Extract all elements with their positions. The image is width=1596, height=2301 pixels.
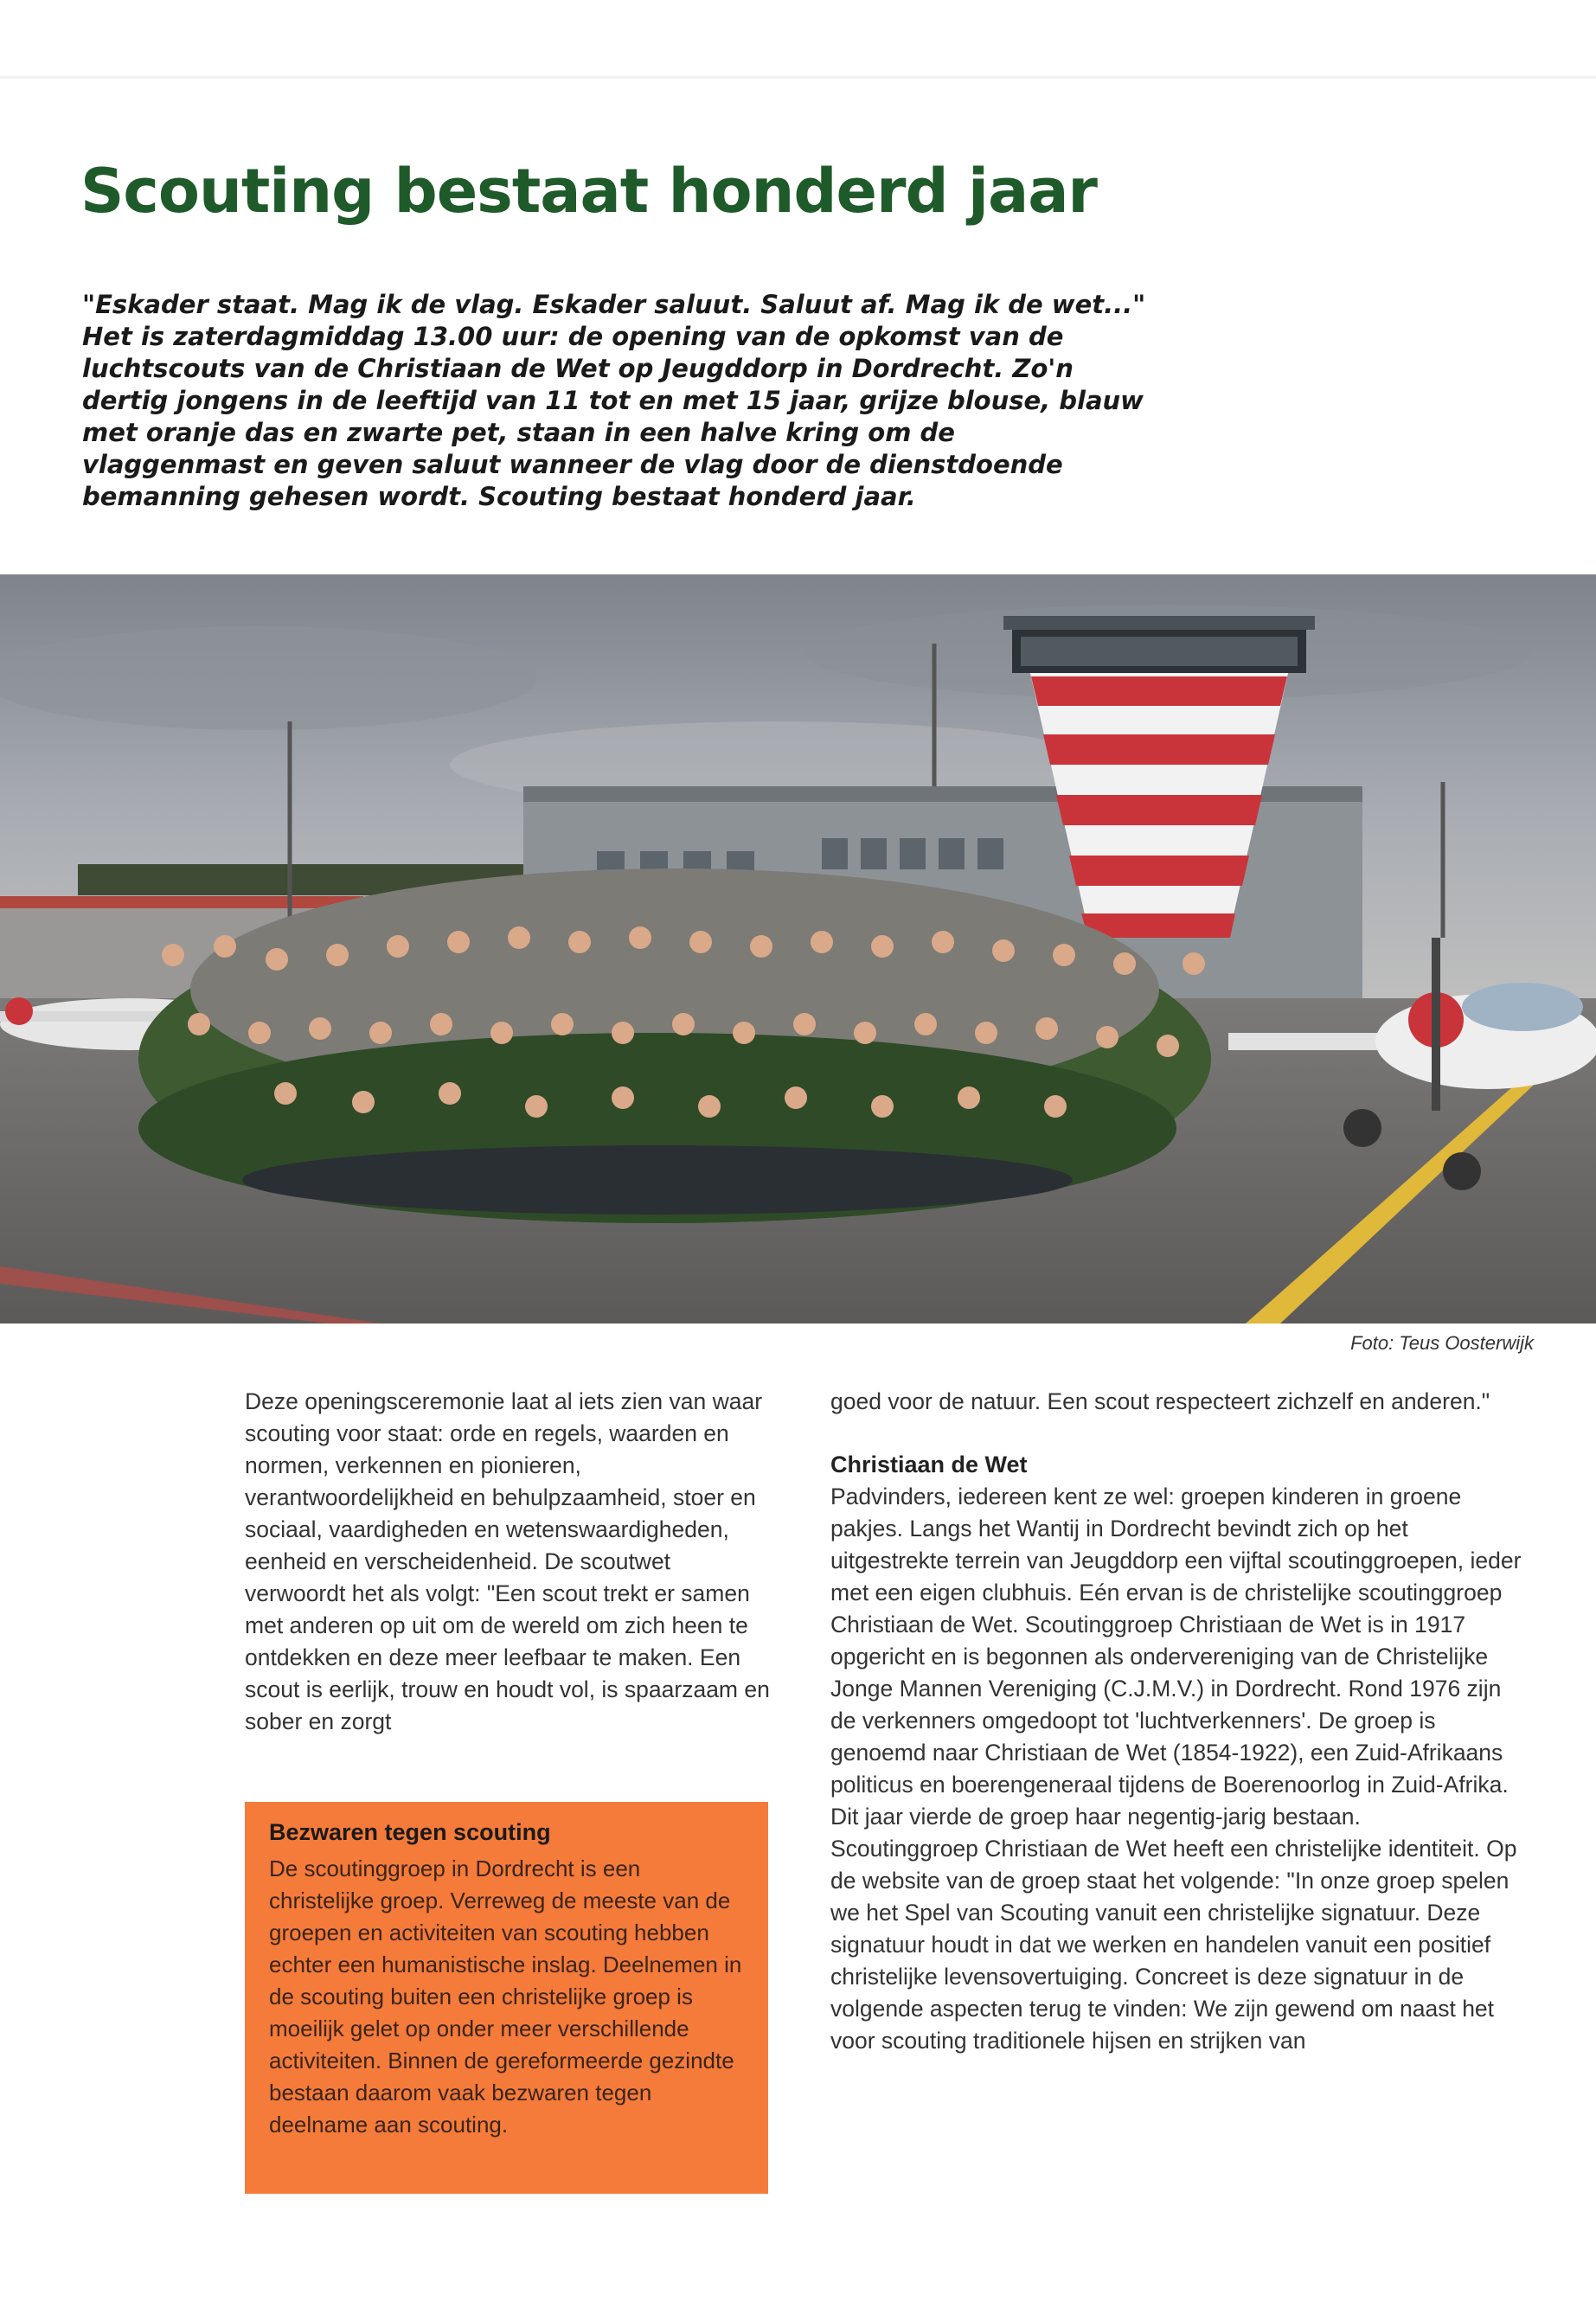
article-intro: "Eskader staat. Mag ik de vlag. Eskader saluut. Saluut af. Mag ik de wet..." Het is zaterdagmiddag 13.00 uur: de opening van de opkomst van de luchtscouts van de Christiaan de Wet op Jeugddorp in Dordrecht. Zo'n dertig jongens in de leeftijd van 11 tot en met 15 jaar, grijze blouse, blauw met oranje das en zwarte pet, staan in een halve kring om de vlaggenmast en geven saluut wanneer de vlag door de dienstdoende bemanning gehesen wordt. Scouting bestaat honderd jaar. xyxy=(82,290,1146,511)
sidebar-box xyxy=(245,1802,768,2194)
right-continuation: goed voor de natuur. Een scout respecteert zichzelf en anderen." xyxy=(830,1388,1490,1414)
left-column xyxy=(245,1386,774,1738)
article-title: Scouting bestaat honderd jaar xyxy=(80,156,1097,227)
right-column xyxy=(830,1386,1531,2057)
scout-group xyxy=(138,868,1211,1223)
sidebar-box-text: De scoutinggroep in Dordrecht is een christelijke groep. Verreweg de meeste van de groepen en activiteiten van scouting hebben echter een humanistische inslag. Deelnemen in de scouting buiten een christelijke groep is moeilijk gelet op onder meer verschillende activiteiten. Binnen de gereformeerde gezindte bestaan daarom vaak bezwaren tegen deelname aan scouting. xyxy=(269,1856,742,2138)
photo-caption: Foto: Teus Oosterwijk xyxy=(1350,1332,1534,1354)
sidebar-box-title: Bezwaren tegen scouting xyxy=(269,1819,551,1845)
group-photo xyxy=(0,574,1596,1324)
section-subheading: Christiaan de Wet xyxy=(830,1452,1028,1477)
left-paragraph: Deze openingsceremonie laat al iets zien van waar scouting voor staat: orde en regels, waarden en normen, verkennen en pionieren, verantwoordelijkheid en behulpzaamheid, stoer en sociaal, vaardigheden en wetenswaardigheden, eenheid en verscheidenheid. De scoutwet verwoordt het als volgt: "Een scout trekt er samen met anderen op uit om de wereld om zich heen te ontdekken en deze meer leefbaar te maken. Een scout is eerlijk, trouw en houdt vol, is spaarzaam en sober en zorgt xyxy=(245,1388,770,1734)
page-top-band xyxy=(0,0,1596,80)
right-paragraph-1: Padvinders, iedereen kent ze wel: groepen kinderen in groene pakjes. Langs het Wantij in Dordrecht bevindt zich op het uitgestrekte terrein van Jeugddorp een vijftal scoutinggroepen, ieder met een eigen clubhuis. Eén ervan is de christelijke scoutinggroep Christiaan de Wet. Scoutinggroep Christiaan de Wet is in 1917 opgericht en is begonnen als ondervereniging van de Christelijke Jonge Mannen Vereniging (C.J.M.V.) in Dordrecht. Rond 1976 zijn de verkenners omgedoopt tot 'luchtverkenners'. De groep is genoemd naar Christiaan de Wet (1854-1922), een Zuid-Afrikaans politicus en boerengeneraal tijdens de Boerenoorlog in Zuid-Afrika. Dit jaar vierde de groep haar negentig-jarig bestaan. xyxy=(830,1484,1522,1830)
right-paragraph-2: Scoutinggroep Christiaan de Wet heeft een christelijke identiteit. Op de website van de groep staat het volgende: "In onze groep spelen we het Spel van Scouting vanuit een christelijke signatuur. Deze signatuur houdt in dat we werken en handelen vanuit een positief christelijke levensovertuiging. Concreet is deze signatuur in de volgende aspecten terug te vinden: We zijn gewend om naast het voor scouting traditionele hijsen en strijken van xyxy=(830,1836,1517,2054)
